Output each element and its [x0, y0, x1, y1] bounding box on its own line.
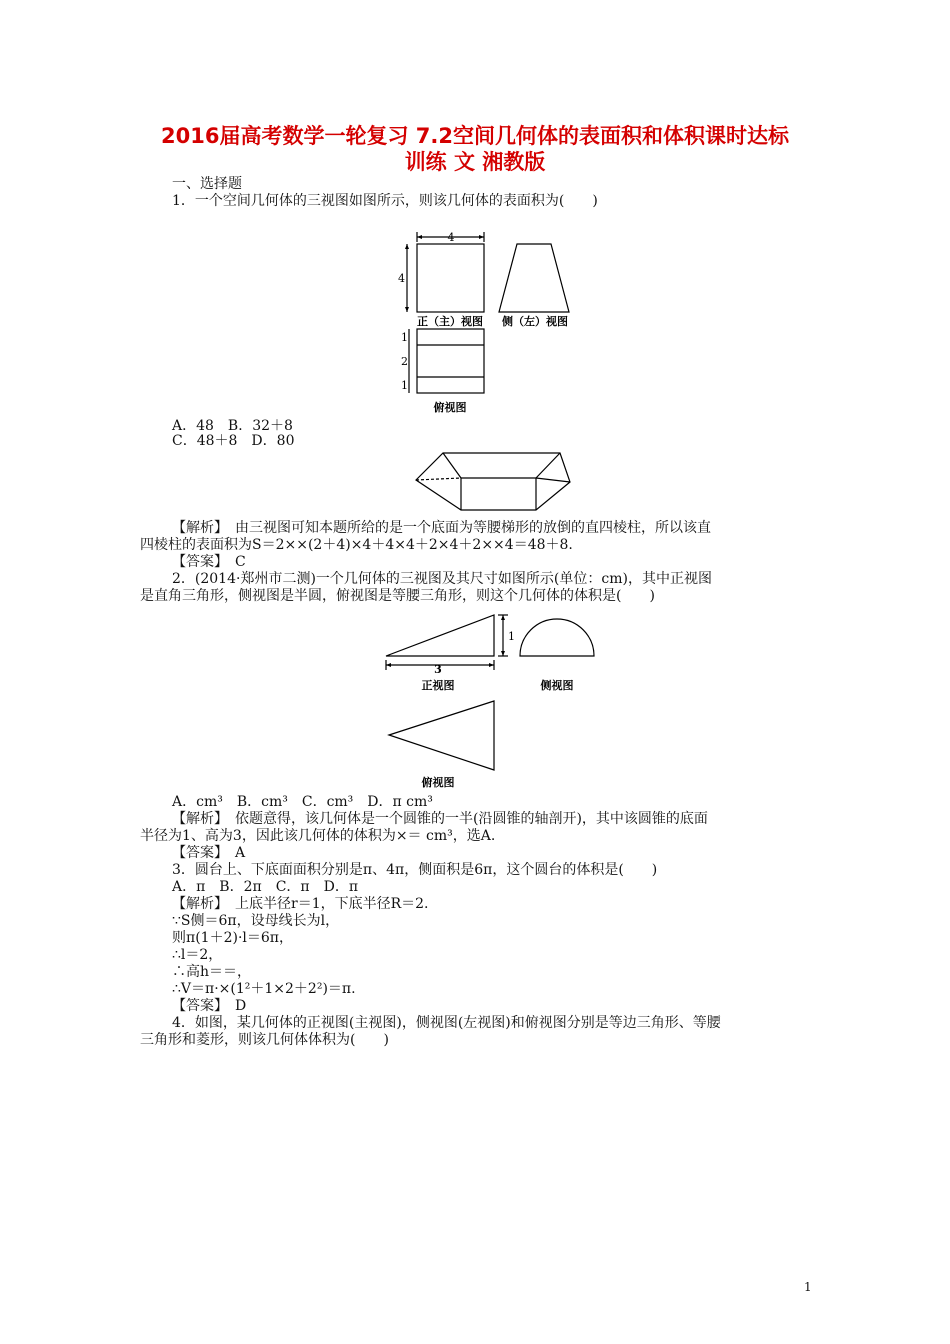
q3-stem: 3．圆台上、下底面面积分别是π、4π，侧面积是6π，这个圆台的体积是( ): [172, 862, 658, 878]
q1-analysis-line2: 四棱柱的表面积为S＝2××(2＋4)×4＋4×4＋2×4＋2××4＝48＋8.: [140, 537, 573, 553]
q1-dim-top: 4: [447, 231, 455, 244]
q2-three-view-figure: [383, 610, 613, 790]
q1-options-cd: C．48＋8 D．80: [172, 433, 295, 449]
q1-front-view-square: [417, 244, 484, 312]
q1-top-dim-1: 1: [401, 331, 408, 344]
q3-analysis-line3: 则π(1＋2)·l＝6π，: [172, 930, 293, 946]
q4-stem-line1: 4．如图，某几何体的正视图(主视图)，侧视图(左视图)和俯视图分别是等边三角形、等腰: [172, 1015, 721, 1031]
q2-answer: 【答案】 A: [172, 845, 246, 861]
q2-analysis-line2: 半径为1、高为3，因此该几何体的体积为×＝ cm³，选A.: [140, 828, 496, 844]
q1-answer: 【答案】 C: [172, 554, 246, 570]
doc-title-line2: 训练 文 湘教版: [404, 150, 546, 174]
q1-options-ab: A．48 B．32＋8: [172, 418, 293, 434]
q1-stem: 1．一个空间几何体的三视图如图所示，则该几何体的表面积为( ): [172, 193, 598, 209]
q3-analysis-line6: ∴V＝π·×(1²＋1×2＋2²)＝π.: [172, 981, 356, 997]
q3-analysis-line1: 【解析】 上底半径r＝1，下底半径R＝2.: [172, 896, 429, 912]
q1-top-view-rect: [417, 329, 484, 393]
q2-stem-line1: 2．(2014·郑州市二测)一个几何体的三视图及其尺寸如图所示(单位：cm)，其中正视图: [172, 571, 712, 587]
q1-three-view-figure: [395, 228, 595, 418]
q1-top-dim-3: 1: [401, 379, 408, 392]
q2-stem-line2: 是直角三角形，侧视图是半圆，俯视图是等腰三角形，则这个几何体的体积是( ): [140, 588, 655, 604]
q2-options: A．cm³ B．cm³ C．cm³ D．π cm³: [172, 794, 433, 810]
q1-analysis-line1: 【解析】 由三视图可知本题所给的是一个底面为等腰梯形的放倒的直四棱柱，所以该直: [172, 520, 711, 536]
q3-answer: 【答案】 D: [172, 998, 247, 1014]
q3-options: A．π B．2π C．π D．π: [172, 879, 359, 895]
q3-analysis-line4: ∴l＝2，: [172, 947, 223, 963]
q1-front-view-label: 正（主）视图: [417, 315, 483, 328]
q1-prism-solid-figure: [413, 450, 573, 514]
q3-analysis-line2: ∵S侧＝6π，设母线长为l，: [172, 913, 340, 929]
q2-front-view-triangle: [386, 615, 494, 656]
q2-front-view-label: 正视图: [421, 679, 455, 692]
q1-top-dim-2: 2: [401, 355, 408, 368]
q1-top-view-label: 俯视图: [433, 401, 467, 414]
q1-prism-outline: [416, 453, 570, 510]
q3-analysis-line5: ∴高h＝＝，: [172, 964, 252, 980]
q4-stem-line2: 三角形和菱形，则该几何体体积为( ): [140, 1032, 389, 1048]
page-number: 1: [804, 1280, 812, 1294]
q1-dim-left: 4: [398, 272, 405, 285]
q1-side-view-trapezoid: [499, 244, 569, 312]
q2-top-view-triangle: [389, 701, 494, 770]
q2-side-view-semicircle: [520, 619, 594, 656]
q2-top-view-label: 俯视图: [421, 776, 455, 789]
q2-analysis-line1: 【解析】 依题意得，该几何体是一个圆锥的一半(沿圆锥的轴剖开)，其中该圆锥的底面: [172, 811, 708, 827]
doc-title-line1: 2016届高考数学一轮复习 7.2空间几何体的表面积和体积课时达标: [161, 124, 789, 148]
q2-side-view-label: 侧视图: [540, 679, 574, 692]
section-heading: 一、选择题: [172, 176, 242, 192]
q2-dim-width: 3: [434, 663, 442, 676]
q1-side-view-label: 侧（左）视图: [502, 315, 568, 328]
q2-dim-height: 1: [508, 630, 515, 643]
